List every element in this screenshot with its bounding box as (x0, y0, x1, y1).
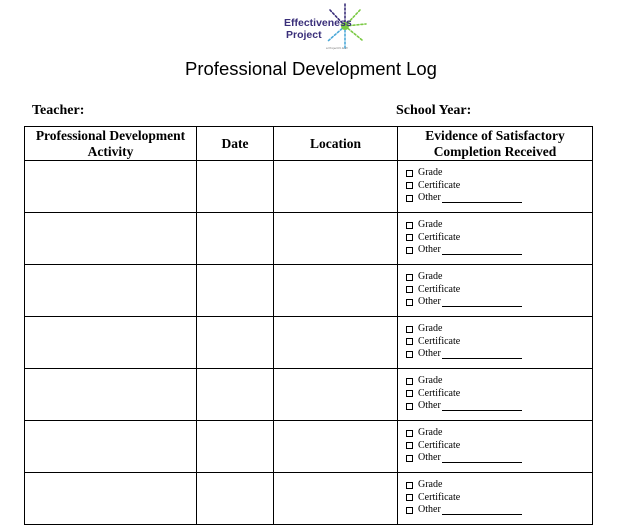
other-blank-line[interactable] (442, 297, 522, 307)
date-cell[interactable] (197, 161, 274, 213)
header-evidence-line-2: Completion Received (433, 143, 557, 159)
option-certificate (406, 388, 592, 401)
table-row (25, 265, 593, 317)
option-grade (406, 375, 592, 388)
activity-cell[interactable] (25, 473, 197, 525)
table-row (25, 473, 593, 525)
activity-cell[interactable] (25, 213, 197, 265)
option-label: Grade (418, 219, 443, 230)
evidence-cell (398, 421, 593, 473)
option-grade (406, 323, 592, 336)
date-cell[interactable] (197, 213, 274, 265)
date-cell[interactable] (197, 369, 274, 421)
option-other (406, 400, 592, 413)
other-blank-line[interactable] (442, 245, 522, 255)
teacher-label: Teacher: (32, 103, 85, 118)
table-row (25, 213, 593, 265)
header-location: Location (274, 127, 398, 161)
header-activity-line-2: Activity (87, 143, 134, 159)
location-cell[interactable] (274, 421, 398, 473)
option-label: Grade (418, 479, 443, 490)
header-activity-line-1: Professional Development (35, 127, 186, 143)
location-cell[interactable] (274, 317, 398, 369)
option-certificate (406, 232, 592, 245)
date-cell[interactable] (197, 265, 274, 317)
evidence-options (398, 369, 592, 413)
option-label: Other (418, 192, 441, 203)
header-evidence (398, 127, 593, 161)
option-certificate (406, 336, 592, 349)
location-cell[interactable] (274, 213, 398, 265)
checkbox-icon[interactable] (406, 182, 413, 189)
table-row (25, 161, 593, 213)
option-label: Grade (418, 427, 443, 438)
option-other (406, 504, 592, 517)
location-cell[interactable] (274, 369, 398, 421)
evidence-options (398, 317, 592, 361)
date-cell[interactable] (197, 421, 274, 473)
date-cell[interactable] (197, 317, 274, 369)
location-cell[interactable] (274, 161, 398, 213)
checkbox-icon[interactable] (406, 286, 413, 293)
checkbox-icon[interactable] (406, 299, 413, 306)
checkbox-icon[interactable] (406, 390, 413, 397)
option-label: Certificate (418, 283, 461, 295)
page-title: Professional Development Log (185, 58, 437, 79)
option-certificate (406, 492, 592, 505)
checkbox-icon[interactable] (406, 378, 413, 385)
checkbox-icon[interactable] (406, 222, 413, 229)
evidence-options (398, 473, 592, 517)
option-label: Grade (418, 323, 443, 334)
table-header-row (25, 127, 593, 161)
checkbox-icon[interactable] (406, 494, 413, 501)
option-other (406, 452, 592, 465)
checkbox-icon[interactable] (406, 170, 413, 177)
activity-cell[interactable] (25, 265, 197, 317)
checkbox-icon[interactable] (406, 234, 413, 241)
other-blank-line[interactable] (442, 401, 522, 411)
option-label: Grade (418, 271, 443, 282)
checkbox-icon[interactable] (406, 338, 413, 345)
checkbox-icon[interactable] (406, 274, 413, 281)
option-grade (406, 219, 592, 232)
checkbox-icon[interactable] (406, 430, 413, 437)
option-grade (406, 479, 592, 492)
other-blank-line[interactable] (442, 453, 522, 463)
option-other (406, 192, 592, 205)
location-cell[interactable] (274, 473, 398, 525)
school-year-label: School Year: (396, 103, 472, 118)
evidence-cell (398, 161, 593, 213)
checkbox-icon[interactable] (406, 455, 413, 462)
option-label: Certificate (418, 335, 461, 347)
activity-cell[interactable] (25, 317, 197, 369)
evidence-cell (398, 213, 593, 265)
option-label: Other (418, 244, 441, 255)
other-blank-line[interactable] (442, 505, 522, 515)
option-grade (406, 271, 592, 284)
checkbox-icon[interactable] (406, 507, 413, 514)
logo-tagline: a ProjectV.I.E.W (326, 46, 348, 50)
evidence-options (398, 421, 592, 465)
checkbox-icon[interactable] (406, 247, 413, 254)
evidence-cell (398, 265, 593, 317)
option-certificate (406, 284, 592, 297)
option-grade (406, 167, 592, 180)
activity-cell[interactable] (25, 421, 197, 473)
activity-cell[interactable] (25, 369, 197, 421)
other-blank-line[interactable] (442, 193, 522, 203)
header-date: Date (197, 127, 274, 161)
option-label: Other (418, 504, 441, 515)
evidence-options (398, 265, 592, 309)
option-other (406, 296, 592, 309)
option-label: Certificate (418, 231, 461, 243)
option-label: Certificate (418, 491, 461, 503)
header-evidence-line-1: Evidence of Satisfactory (425, 127, 565, 143)
other-blank-line[interactable] (442, 349, 522, 359)
logo-line-2: Project (286, 29, 322, 41)
option-other (406, 244, 592, 257)
option-label: Other (418, 296, 441, 307)
option-certificate (406, 440, 592, 453)
option-label: Certificate (418, 179, 461, 191)
evidence-cell (398, 317, 593, 369)
option-label: Other (418, 348, 441, 359)
effectiveness-project-logo (282, 2, 372, 52)
checkbox-icon[interactable] (406, 326, 413, 333)
option-certificate (406, 180, 592, 193)
checkbox-icon[interactable] (406, 403, 413, 410)
table-row (25, 317, 593, 369)
logo-line-1: Effectiveness (284, 17, 352, 29)
evidence-options (398, 161, 592, 205)
date-cell[interactable] (197, 473, 274, 525)
professional-development-log-table (24, 126, 593, 525)
checkbox-icon[interactable] (406, 482, 413, 489)
location-cell[interactable] (274, 265, 398, 317)
table-row (25, 369, 593, 421)
table-row (25, 421, 593, 473)
option-label: Certificate (418, 387, 461, 399)
option-label: Other (418, 452, 441, 463)
checkbox-icon[interactable] (406, 195, 413, 202)
header-activity (25, 127, 197, 161)
option-label: Grade (418, 167, 443, 178)
option-label: Grade (418, 375, 443, 386)
option-grade (406, 427, 592, 440)
table-body (25, 161, 593, 525)
evidence-cell (398, 473, 593, 525)
activity-cell[interactable] (25, 161, 197, 213)
checkbox-icon[interactable] (406, 351, 413, 358)
option-label: Certificate (418, 439, 461, 451)
evidence-options (398, 213, 592, 257)
checkbox-icon[interactable] (406, 442, 413, 449)
option-label: Other (418, 400, 441, 411)
option-other (406, 348, 592, 361)
evidence-cell (398, 369, 593, 421)
